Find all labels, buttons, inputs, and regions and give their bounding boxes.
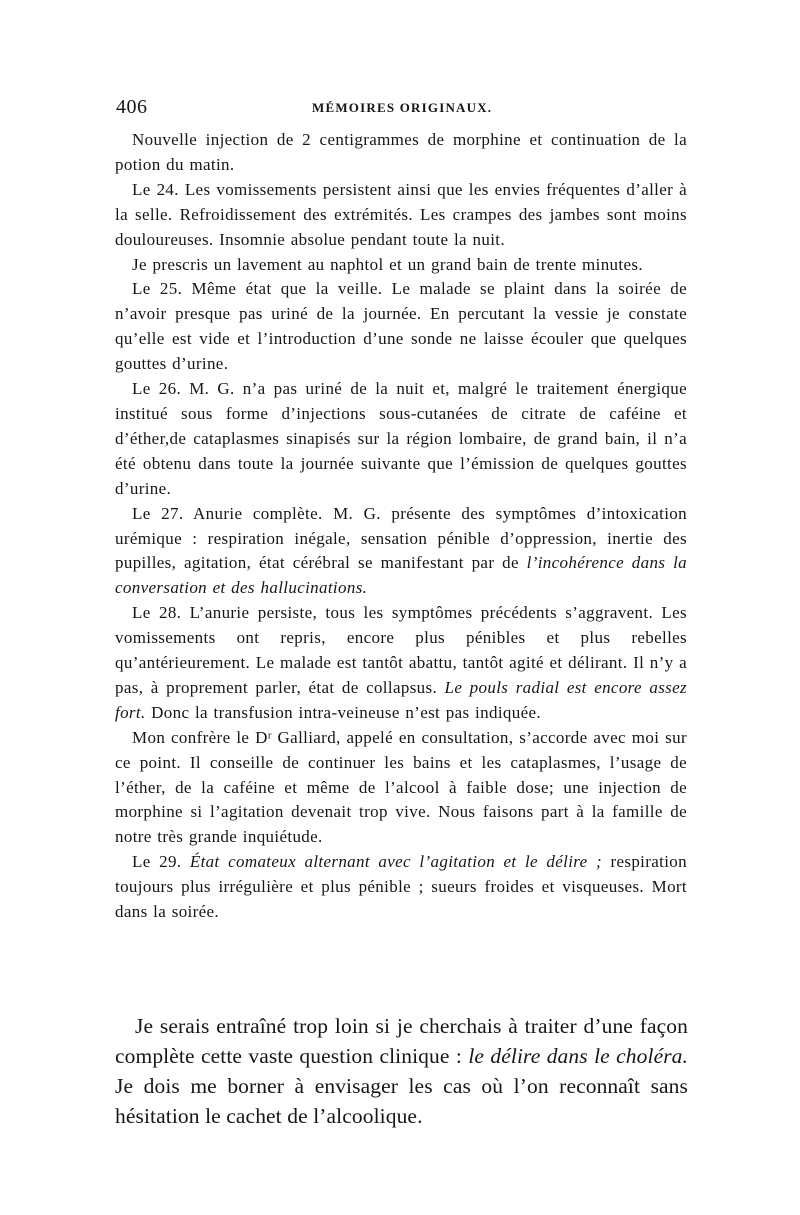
text-run: Galliard, appelé en consultation, s’accorde avec moi sur ce point. Il conseille de continuer les bains et les cataplasmes, l’usage de l’éther, de la caféine et même de l’alcool à faible dose; une injection de morphine si l’agitation devenait trop vive. Nous faisons part à la famille de notre très grande inquiétude. [115, 727, 687, 847]
text-run: Je dois me borner à envisager les cas où l’on reconnaît sans hésitation le cachet de l’alcoolique. [115, 1074, 688, 1128]
paragraph: Nouvelle injection de 2 centigrammes de morphine et continuation de la potion du matin. [115, 130, 687, 174]
running-title: MÉMOIRES ORIGINAUX. [312, 100, 493, 115]
paragraph [115, 726, 687, 851]
text-run: Le 27. Anurie complète. M. G. présente des symptômes d’intoxication urémique : respiration inégale, sensation pénible d’oppression, inertie des pupilles, agitation, état cérébral se manifestant par de [115, 503, 687, 573]
page-header [116, 96, 686, 120]
paragraph [115, 502, 687, 602]
paragraph [115, 850, 687, 925]
text-run: Donc la transfusion intra-veineuse n’est pas indiquée. [145, 702, 541, 722]
paragraph [115, 601, 687, 726]
text-run: Le 29. [132, 852, 190, 872]
italic-text: le délire dans le choléra. [468, 1044, 689, 1068]
superscript: r [267, 730, 272, 742]
page-number: 406 [116, 96, 148, 118]
text-run: Le 28. L’anurie persiste, tous les symptômes précédents s’aggravent. Les vomissements ont repris, encore plus pénibles et plus rebelles qu’antérieurement. Le malade est tantôt abattu, tantôt agité et délirant. Il n’y a pas, à proprement parler, état de collapsus. [115, 603, 687, 697]
text-run: Mon confrère le D [132, 727, 268, 747]
commentary [115, 1011, 688, 1131]
italic-text: l’incohérence dans la conversation et des hallucinations. [115, 553, 687, 598]
paragraph [115, 1011, 688, 1131]
paragraph: Le 26. M. G. n’a pas uriné de la nuit et, malgré le traitement énergique institué sous forme d’injections sous-cutanées de citrate de caféine et d’éther,de cataplasmes sinapisés sur la région lombaire, de grand bain, il n’a été obtenu dans toute la journée suivante que l’émission de quelques gouttes d’urine. [115, 379, 687, 498]
clinical-notes [115, 128, 687, 925]
paragraph: Le 25. Même état que la veille. Le malade se plaint dans la soirée de n’avoir presque pas uriné de la journée. En percutant la vessie je constate qu’elle est vide et l’introduction d’une sonde ne laisse écouler que quelques gouttes d’urine. [115, 279, 687, 374]
text-run: Je serais entraîné trop loin si je cherchais à traiter d’une façon complète cette vaste question clinique : [115, 1014, 688, 1068]
text-run: respiration toujours plus irrégulière et plus pénible ; sueurs froides et visqueuses. Mort dans la soirée. [115, 852, 687, 922]
paragraph: Je prescris un lavement au naphtol et un grand bain de trente minutes. [132, 254, 643, 274]
italic-text: Le pouls radial est encore assez fort. [115, 677, 687, 722]
italic-text: État comateux alternant avec l’agitation et le délire ; [189, 852, 602, 872]
paragraph: Le 24. Les vomissements persistent ainsi que les envies fréquentes d’aller à la selle. Refroidissement des extrémités. Les crampes des jambes sont moins douloureuses. Insomnie absolue pendant toute la nuit. [115, 179, 687, 249]
